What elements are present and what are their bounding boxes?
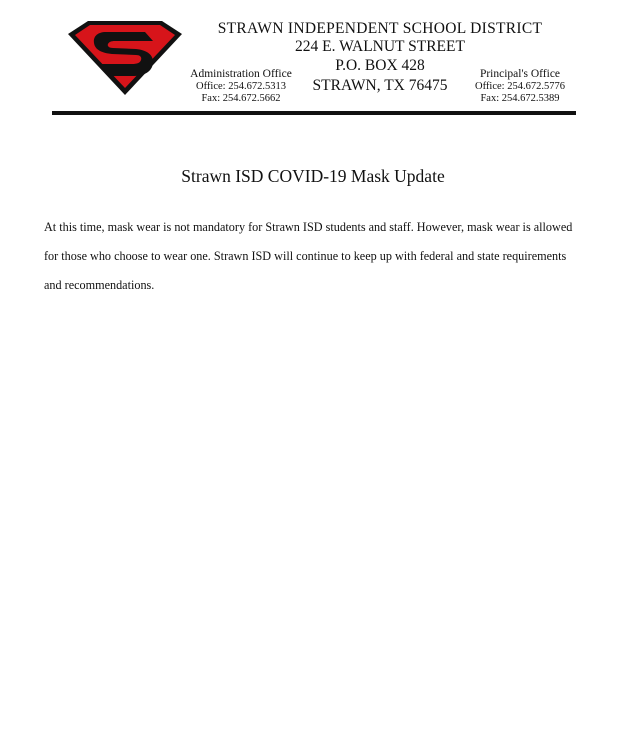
- superman-shield-logo-icon: [66, 20, 184, 96]
- administration-office-fax: Fax: 254.672.5662: [201, 93, 281, 104]
- principal-office-fax: Fax: 254.672.5389: [480, 93, 560, 104]
- body-line: and recommendations.: [44, 278, 155, 292]
- administration-office-title: Administration Office: [190, 68, 292, 80]
- po-box: P.O. BOX 428: [335, 57, 425, 74]
- letterhead: [0, 0, 626, 120]
- principal-office-phone: Office: 254.672.5776: [475, 81, 565, 92]
- district-name: STRAWN INDEPENDENT SCHOOL DISTRICT: [217, 20, 543, 37]
- district-address-block: [190, 20, 570, 56]
- principal-office-contact: [468, 68, 572, 105]
- document-body: [44, 213, 606, 300]
- letterhead-divider: [52, 111, 576, 115]
- city-state-zip: STRAWN, TX 76475: [312, 77, 448, 94]
- administration-office-phone: Office: 254.672.5313: [196, 81, 286, 92]
- body-line: At this time, mask wear is not mandatory for Strawn ISD students and staff. However, mask wear is allowed: [44, 220, 573, 234]
- street-address: 224 E. WALNUT STREET: [295, 38, 465, 55]
- principal-office-title: Principal's Office: [479, 68, 561, 80]
- document-title: Strawn ISD COVID-19 Mask Update: [181, 166, 445, 186]
- body-line: for those who choose to wear one. Strawn ISD will continue to keep up with federal and state requirements: [44, 249, 567, 263]
- administration-office-contact: [186, 68, 296, 105]
